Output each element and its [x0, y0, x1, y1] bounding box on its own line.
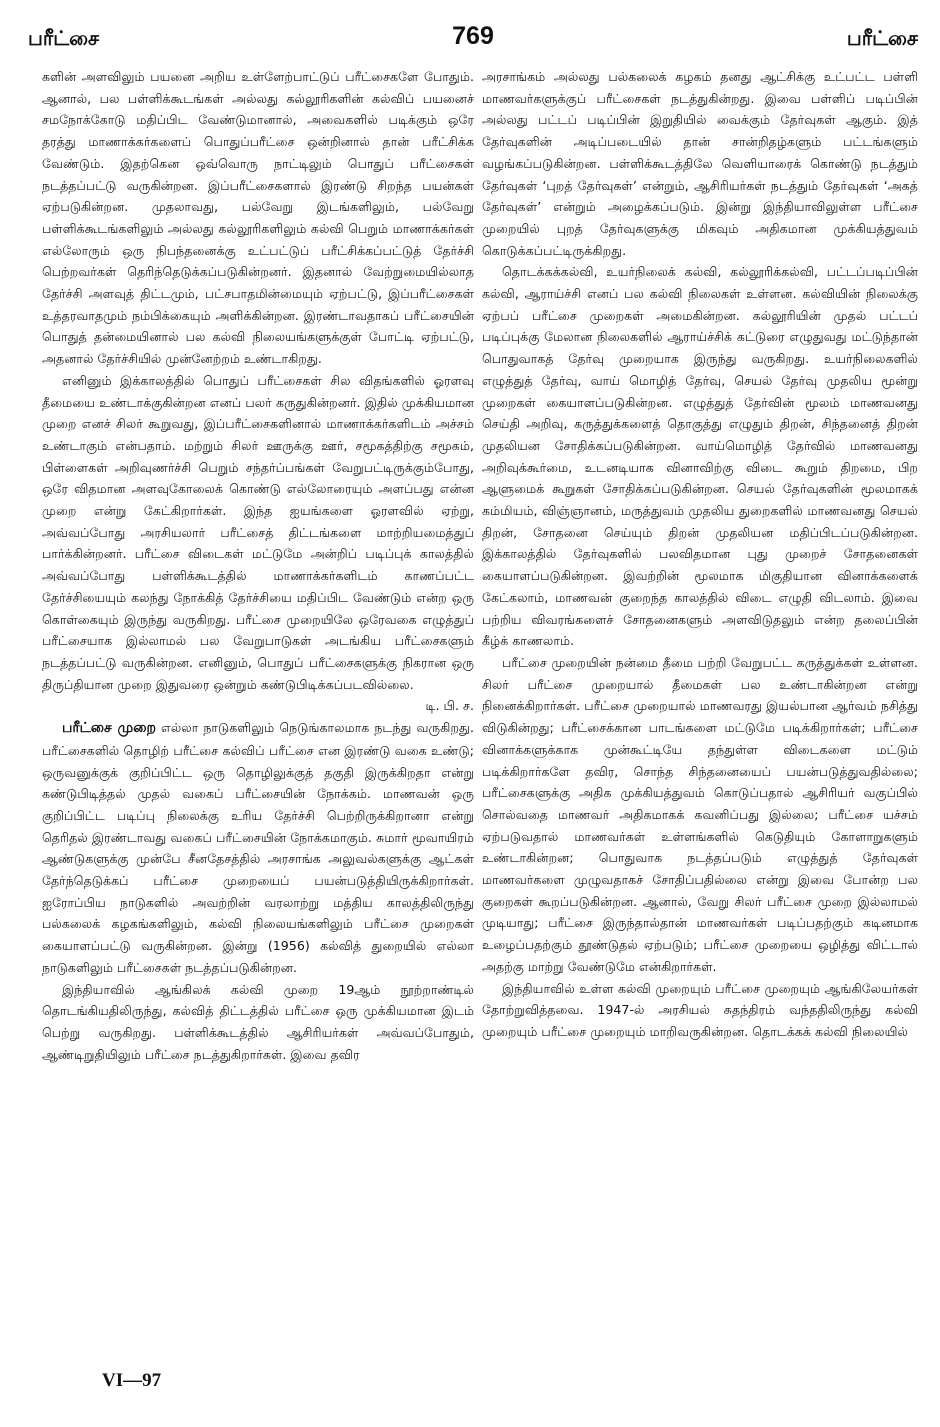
left-column [42, 66, 474, 1366]
right-paragraph-1: அரசாங்கம் அல்லது பல்கலைக் கழகம் தனது ஆட்சிக்கு உட்பட்ட பள்ளி மாணவர்களுக்குப் பரீட்சைகள் நடத்துகின்றது. இவை பள்ளிப் படிப்பின் அல்லது பட்டப் படிப்பின் இறுதியில் வைக்கும் தேர்வுகள் ஆகும். இத் தேர்வுகளின் அடிப்படையில் தான் சான்றிதழ்களும் பட்டங்களும் வழங்கப்படுகின்றன. பள்ளிக்கூடத்திலே வெளியாரைக் கொண்டு நடத்தும் தேர்வுகள் ‘புறத் தேர்வுகள்’ என்றும், ஆசிரியர்கள் நடத்தும் தேர்வுகள் ‘அகத் தேர்வுகள்’ என்றும் அழைக்கப்படும். இன்று இந்தியாவிலுள்ள பரீட்சை முறையில் புறத் தேர்வுகளுக்கு மிகவும் அதிகமான முக்கியத்துவம் கொடுக்கப்பட்டிருக்கிறது. [482, 69, 918, 258]
volume-signature: VI—97 [102, 1370, 162, 1391]
running-head-right: பரீட்சை [846, 26, 918, 50]
left-paragraph-4: இந்தியாவில் ஆங்கிலக் கல்வி முறை 19ஆம் நூற்றாண்டில் தொடங்கியதிலிருந்து, கல்வித் திட்டத்தில் பரீட்சை ஒரு முக்கியமான இடம் பெற்று வருகிறது. பள்ளிக்கூடத்தில் ஆசிரியர்கள் அவ்வப்போதும், ஆண்டிறுதியிலும் பரீட்சை நடத்துகிறார்கள். இவை தவிர [42, 981, 474, 1062]
right-paragraph-2: தொடக்கக்கல்வி, உயர்நிலைக் கல்வி, கல்லூரிக்கல்வி, பட்டப்படிப்பின் கல்வி, ஆராய்ச்சி எனப் பல கல்வி நிலைகள் உள்ளன. கல்வியின் நிலைக்கு ஏற்பப் பரீட்சை முறைகள் அமைகின்றன. கல்லூரியின் முதல் பட்டப் படிப்புக்கு மேலான நிலைகளில் ஆராய்ச்சிக் கட்டுரை எழுதுவது மட்டுந்தான் பொதுவாகத் தேர்வு முறையாக இருந்து வருகிறது. உயர்நிலைகளில் எழுத்துத் தேர்வு, வாய் மொழித் தேர்வு, செயல் தேர்வு முதலிய மூன்று முறைகள் கையாளப்படுகின்றன. எழுத்துத் தேர்வின் மூலம் மாணவனது செய்தி அறிவு, கருத்துக்களைத் தொகுத்து எழுதும் திறன், சிந்தனைத் திறன் முதலியன சோதிக்கப்படுகின்றன. வாய்மொழித் தேர்வில் மாணவனது அறிவுக்கூர்மை, உடனடியாக வினாவிற்கு விடை கூறும் திறமை, பிற ஆளுமைக் கூறுகள் சோதிக்கப்படுகின்றன. செயல் தேர்வுகளின் மூலமாகக் கம்மியம், விஞ்ஞானம், மருத்துவம் முதலிய துறைகளில் மாணவனது செயல் திறன், சோதனை செய்யும் திறன் முதலியன மதிப்பிடப்படுகின்றன. இக்காலத்தில் தேர்வுகளில் பலவிதமான புது முறைச் சோதனைகள் கையாளப்படுகின்றன. இவற்றின் மூலமாக மிகுதியான வினாக்களைக் கேட்கலாம், மாணவன் குறைந்த காலத்தில் விடை எழுதி விடலாம். இவை பற்றிய விவரங்களைச் சோதனைகளும் அளவிடுதலும் என்ற தலைப்பின் கீழ்க் காணலாம். [482, 264, 918, 649]
author-initials: டி. பி. ச. [425, 698, 474, 714]
left-paragraph-2-text: எனினும் இக்காலத்தில் பொதுப் பரீட்சைகள் சில விதங்களில் ஓரளவு தீமையை உண்டாக்குகின்றன எனப் பலர் கருதுகின்றனர். இதில் முக்கியமான முறை எனச் சிலர் கூறுவது, இப்பரீட்சைகளினால் மாணாக்கர்களிடம் அச்சம் உண்டாகும் என்பதாம். மற்றும் சிலர் ஊருக்கு ஊர், சமூகத்திற்கு சமூகம், பிள்ளைகள் அறிவுணர்ச்சி பெறும் சந்தர்ப்பங்கள் வேறுபட்டிருக்கும்போது, ஒரே விதமான அளவுகோலைக் கொண்டு எல்லோரையும் அளப்பது என்ன முறை என்று கேட்கிறார்கள். இந்த ஐயங்களை ஓரளவில் ஏற்று, அவ்வப்போது அரசியலார் பரீட்சைத் திட்டங்களை மாற்றியமைத்துப் பார்க்கின்றனர். பரீட்சை விடைகள் மட்டுமே அன்றிப் படிப்புக் காலத்தில் அவ்வப்போது பள்ளிக்கூடத்தில் மாணாக்கர்களிடம் காணப்பட்ட தேர்ச்சியையும் கலந்து நோக்கித் தேர்ச்சியை மதிப்பிட வேண்டும் என்ற ஒரு கொள்கையும் இருந்து வருகிறது. பரீட்சை முறையிலே ஒரேவகை எழுத்துப் பரீட்சையாக இல்லாமல் பல வேறுபாடுகள் அடங்கிய பரீட்சைகளும் நடத்தப்பட்டு வருகின்றன. எனினும், பொதுப் பரீட்சைகளுக்கு நிகரான ஒரு திருப்தியான முறை இதுவரை ஒன்றும் கண்டுபிடிக்கப்படவில்லை. [42, 372, 474, 692]
left-paragraph-2 [42, 370, 474, 714]
page-header [28, 22, 918, 62]
right-column [482, 66, 918, 1366]
running-head-left: பரீட்சை [28, 26, 100, 50]
right-paragraph-4: இந்தியாவில் உள்ள கல்வி முறையும் பரீட்சை முறையும் ஆங்கிலேயர்கள் தோற்றுவித்தவை. 1947-ல் அரசியல் சுதந்திரம் வந்ததிலிருந்து கல்வி முறையும் பரீட்சை முறையும் மாறிவருகின்றன. தொடக்கக் கல்வி நிலையில் [482, 980, 918, 1039]
right-paragraph-3: பரீட்சை முறையின் நன்மை தீமை பற்றி வேறுபட்ட கருத்துக்கள் உள்ளன. சிலர் பரீட்சை முறையால் தீமைகள் பல உண்டாகின்றன என்று நினைக்கிறார்கள். பரீட்சை முறையால் மாணவரது இயல்பான ஆர்வம் நசித்து விடுகின்றது; பரீட்சைக்கான பாடங்களை மட்டுமே படிக்கிறார்கள்; பரீட்சை வினாக்களுக்காக முன்கூட்டியே தந்துள்ள விடைகளை மட்டும் படிக்கிறார்களே தவிர, சொந்த சிந்தனையைப் பயன்படுத்துவதில்லை; பரீட்சைகளுக்கு அதிக முக்கியத்துவம் கொடுப்பதால் ஆசிரியர் வகுப்பில் சொல்வதை மாணவர் அதிகமாகக் கவனிப்பது இல்லை; பரீட்சை யச்சம் ஏற்படுவதால் மாணவர்கள் உள்ளங்களில் கெடுதியும் கோளாறுகளும் உண்டாகின்றன; பொதுவாக நடத்தப்படும் எழுத்துத் தேர்வுகள் மாணவர்களை முழுவதாகச் சோதிப்பதில்லை என்று இவை போன்ற பல குறைகள் கூறப்படுகின்றன. ஆனால், வேறு சிலர் பரீட்சை முறை இல்லாமல் முடியாது; பரீட்சை இருந்தால்தான் மாணவர்கள் படிப்பதற்கும் கடினமாக உழைப்பதற்கும் தூண்டுதல் ஏற்படும்; பரீட்சை முறையை ஒழித்து விட்டால் அதற்கு மாற்று வேண்டுமே என்கிறார்கள். [482, 654, 918, 974]
left-paragraph-3 [42, 717, 474, 978]
left-paragraph-1: களின் அளவிலும் பயனை அறிய உள்ளேற்பாட்டுப் பரீட்சைகளே போதும். ஆனால், பல பள்ளிக்கூடங்கள் அல்லது கல்லூரிகளின் கல்விப் பயனைச் சமநோக்கோடு மதிப்பிட வேண்டுமானால், அவைகளில் படிக்கும் ஒரே தரத்து மாணாக்கர்களைப் பொதுப்பரீட்சை ஒன்றினால் தான் பரீட்சிக்க வேண்டும். இதற்கென ஒவ்வொரு நாட்டிலும் பொதுப் பரீட்சைகள் நடத்தப்பட்டு வருகின்றன. இப்பரீட்சைகளால் இரண்டு சிறந்த பயன்கள் ஏற்படுகின்றன. முதலாவது, பல்வேறு இடங்களிலும், பல்வேறு பள்ளிக்கூடங்களிலும் அல்லது கல்லூரிகளிலும் கல்வி பெறும் மாணாக்கர்கள் எல்லோரும் ஒரு நிபந்தனைக்கு உட்பட்டுப் பரீட்சிக்கப்பட்டுத் தேர்ச்சி பெற்றவர்கள் தெரிந்தெடுக்கப்படுகின்றனர். இதனால் வேற்றுமையில்லாத தேர்ச்சி அளவுத் திட்டமும், பட்சபாதமின்மையும் ஏற்பட்டு, இப்பரீட்சைகள் உத்தரவாதமும் நம்பிக்கையும் அளிக்கின்றன. இரண்டாவதாகப் பரீட்சையின் பொதுத் தன்மையினால் பல கல்வி நிலையங்களுக்குள் போட்டி ஏற்பட்டு, அதனால் தேர்ச்சியில் முன்னேற்றம் உண்டாகிறது. [42, 69, 474, 367]
section-heading: பரீட்சை முறை [62, 720, 156, 737]
page-number: 769 [452, 22, 494, 50]
left-paragraph-3-text: எல்லா நாடுகளிலும் நெடுங்காலமாக நடந்து வருகிறது. பரீட்சைகளில் தொழிற் பரீட்சை கல்விப் பரீட்சை என இரண்டு வகை உண்டு; ஒருவனுக்குக் குறிப்பிட்ட ஒரு தொழிலுக்குத் தகுதி இருக்கிறதா என்று கண்டுபிடித்தல் முதல் வகைப் பரீட்சையின் நோக்கம். மாணவன் ஒரு குறிப்பிட்ட படிப்பு நிலைக்கு உரிய தேர்ச்சி பெற்றிருக்கிறானா என்று தெரிதல் இரண்டாவது வகைப் பரீட்சையின் நோக்கமாகும். சுமார் மூவாயிரம் ஆண்டுகளுக்கு முன்பே சீனதேசத்தில் அரசாங்க அலுவல்களுக்கு ஆட்கள் தேர்ந்தெடுக்கப் பரீட்சை முறையைப் பயன்படுத்தியிருக்கிறார்கள். ஐரோப்பிய நாடுகளில் அவற்றின் வரலாற்று மத்திய காலத்திலிருந்து பல்கலைக் கழகங்களிலும், கல்வி நிலையங்களிலும் பரீட்சை முறைகள் கையாளப்பட்டு வருகின்றன. இன்று (1956) கல்வித் துறையில் எல்லா நாடுகளிலும் பரீட்சைகள் நடத்தப்படுகின்றன. [42, 720, 474, 975]
